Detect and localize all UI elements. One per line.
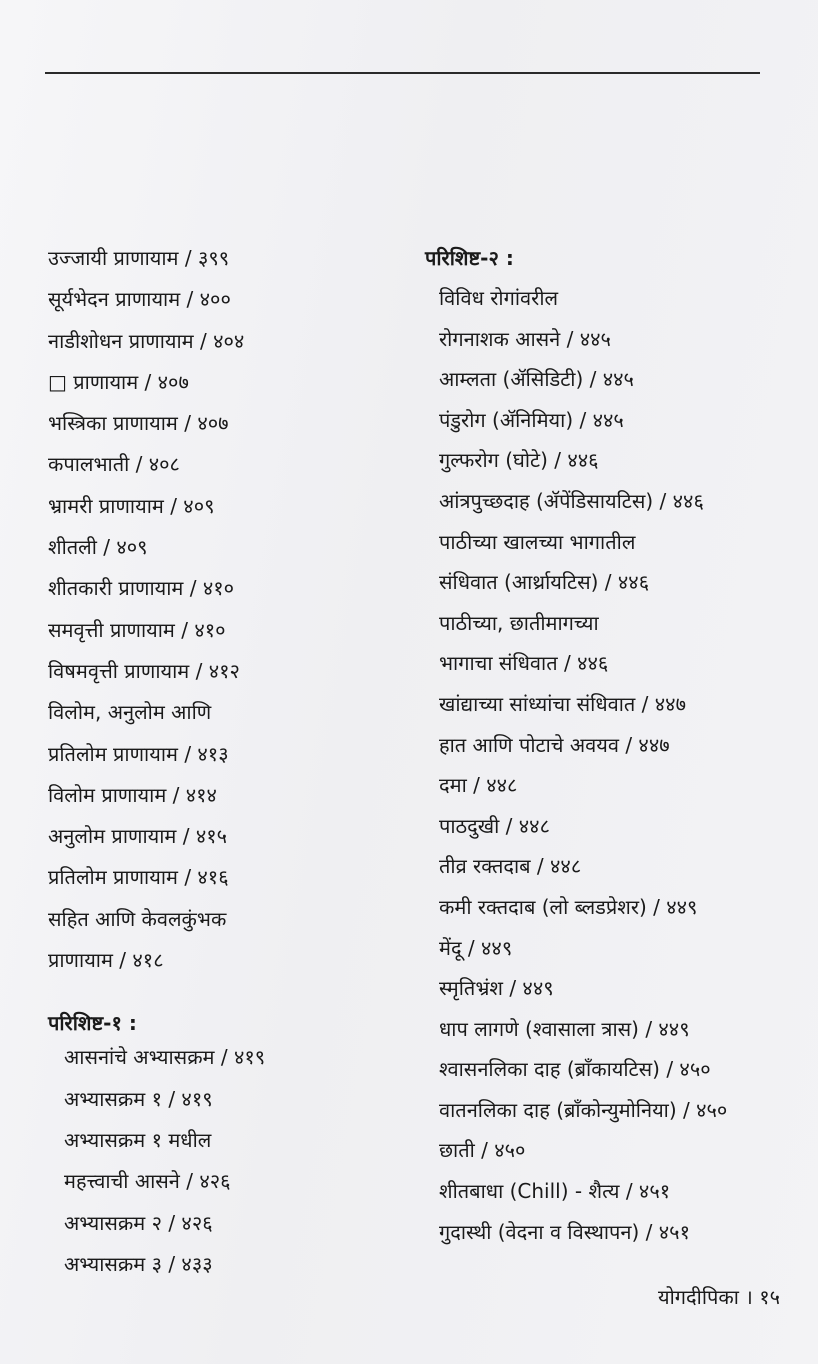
index-entry: सूर्यभेदन प्राणायाम / ४०० xyxy=(48,287,231,312)
right-entries xyxy=(425,286,795,1244)
index-entry: सहित आणि केवलकुंभक xyxy=(48,906,227,931)
index-entry: नाडीशोधन प्राणायाम / ४०४ xyxy=(48,328,245,353)
index-entry: रोगनाशक आसने / ४४५ xyxy=(439,326,611,351)
index-entry: प्रतिलोम प्राणायाम / ४१६ xyxy=(48,865,229,890)
index-entry: अनुलोम प्राणायाम / ४१५ xyxy=(48,824,228,849)
index-entry: विविध रोगांवरील xyxy=(439,286,559,310)
index-entry: तीव्र रक्तदाब / ४४८ xyxy=(439,854,582,879)
index-entry: श्वासनलिका दाह (ब्राँकायटिस) / ४५० xyxy=(439,1057,711,1082)
index-entry: मेंदू / ४४९ xyxy=(439,935,513,960)
appendix1-entries xyxy=(48,1045,408,1275)
index-entry: भस्त्रिका प्राणायाम / ४०७ xyxy=(48,411,229,436)
index-entry: विलोम, अनुलोम आणि xyxy=(48,700,212,725)
index-entry: विलोम प्राणायाम / ४१४ xyxy=(48,782,217,807)
index-entry: छाती / ४५० xyxy=(439,1138,526,1163)
index-entry: पाठदुखी / ४४८ xyxy=(439,813,550,838)
index-entry: पाठीच्या खालच्या भागातील xyxy=(439,529,636,554)
index-entry: समवृत्ती प्राणायाम / ४१० xyxy=(48,617,226,642)
index-entry: आसनांचे अभ्यासक्रम / ४१९ xyxy=(64,1045,266,1070)
index-entry: □ प्राणायाम / ४०७ xyxy=(48,369,189,394)
index-entry: विषमवृत्ती प्राणायाम / ४१२ xyxy=(48,658,240,683)
index-entry: गुल्फरोग (घोटे) / ४४६ xyxy=(439,448,599,473)
index-entry: अभ्यासक्रम १ मधील xyxy=(64,1127,212,1152)
index-entry: दमा / ४४८ xyxy=(439,773,518,798)
left-column xyxy=(48,246,408,1293)
index-entry: आम्लता (ॲसिडिटी) / ४४५ xyxy=(439,367,634,392)
index-entry: अभ्यासक्रम १ / ४१९ xyxy=(64,1086,213,1111)
index-entry: अभ्यासक्रम २ / ४२६ xyxy=(64,1210,213,1235)
index-entry: शीतकारी प्राणायाम / ४१० xyxy=(48,576,235,601)
top-rule xyxy=(45,72,760,74)
index-entry: कमी रक्तदाब (लो ब्लडप्रेशर) / ४४९ xyxy=(439,894,698,919)
index-entry: अभ्यासक्रम ३ / ४३३ xyxy=(64,1251,213,1276)
index-entry: प्रतिलोम प्राणायाम / ४१३ xyxy=(48,741,229,766)
appendix2-heading: परिशिष्ट-२ : xyxy=(425,246,514,270)
index-entry: कपालभाती / ४०८ xyxy=(48,452,180,477)
index-entry: गुदास्थी (वेदना व विस्थापन) / ४५१ xyxy=(439,1219,690,1244)
right-column xyxy=(425,246,795,1260)
index-entry: हात आणि पोटाचे अवयव / ४४७ xyxy=(439,732,670,757)
index-entry: प्राणायाम / ४१८ xyxy=(48,948,164,973)
index-entry: भागाचा संधिवात / ४४६ xyxy=(439,651,609,676)
index-entry: संधिवात (आर्थ्रायटिस) / ४४६ xyxy=(439,570,650,595)
index-entry: धाप लागणे (श्वासाला त्रास) / ४४९ xyxy=(439,1016,690,1041)
index-entry: स्मृतिभ्रंश / ४४९ xyxy=(439,976,554,1001)
index-entry: वातनलिका दाह (ब्राँकोन्युमोनिया) / ४५० xyxy=(439,1097,728,1122)
index-entry: खांद्याच्या सांध्यांचा संधिवात / ४४७ xyxy=(439,691,686,716)
page-footer: योगदीपिका । १५ xyxy=(657,1285,780,1309)
index-entry: भ्रामरी प्राणायाम / ४०९ xyxy=(48,493,215,518)
index-entry: शीतली / ४०९ xyxy=(48,535,148,560)
index-entry: पंडुरोग (ॲनिमिया) / ४४५ xyxy=(439,407,624,432)
index-entry: आंत्रपुच्छदाह (ॲपेंडिसायटिस) / ४४६ xyxy=(439,488,704,513)
appendix1-heading: परिशिष्ट-१ : xyxy=(48,1011,137,1036)
index-entry: उज्जायी प्राणायाम / ३९९ xyxy=(48,246,230,270)
index-entry: महत्त्वाची आसने / ४२६ xyxy=(64,1169,231,1194)
index-entry: शीतबाधा (Chill) - शैत्य / ४५१ xyxy=(439,1179,671,1204)
index-entry: पाठीच्या, छातीमागच्या xyxy=(439,610,599,635)
left-entries xyxy=(48,246,408,972)
